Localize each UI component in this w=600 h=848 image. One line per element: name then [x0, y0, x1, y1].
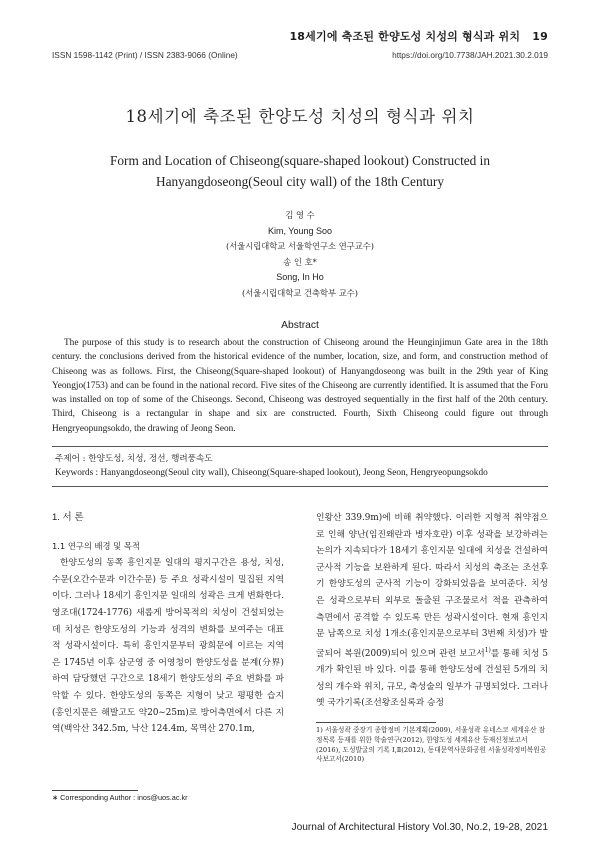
- english-title: [60, 150, 540, 192]
- author-2-affiliation: (서울시립대학교 건축학부 교수): [242, 287, 358, 298]
- publication-meta: [52, 50, 548, 64]
- page-number: 19: [532, 30, 548, 43]
- english-title-line-2: Hanyangdoseong(Seoul city wall) of the 18th Century: [155, 174, 445, 189]
- body-paragraph-right: [316, 510, 548, 712]
- corresponding-rule: [52, 790, 138, 791]
- english-title-line-1: Form and Location of Chiseong(square-shaped lookout) Constructed in: [110, 153, 490, 168]
- footnote-marker[interactable]: 1): [484, 646, 491, 654]
- issn-line: ISSN 1598-1142 (Print) / ISSN 2383-9066 (Online): [52, 50, 238, 60]
- author-2-name-en: Song, In Ho: [276, 272, 324, 282]
- author-1-name-en: Kim, Young Soo: [267, 225, 333, 236]
- running-title: [289, 28, 548, 44]
- keywords-top-rule: [52, 446, 548, 447]
- footnote-1: 1) 서울성곽 중장기 종합정비 기본계획(2009), 서울성곽 유네스코 세계유산 잠정목록 등재를 위한 학술연구(2012), 한양도성 세계유산 등재신청보고서(2016), 도성발굴의 기록 Ⅰ,Ⅱ(2012), 동대문역사문화공원 서울성곽정비복원공사보고서(2010): [316, 726, 547, 764]
- body-column-left: [52, 510, 284, 738]
- subsection-heading-background: 1.1 연구의 배경 및 목적: [52, 540, 140, 551]
- keywords-bottom-rule: [52, 486, 548, 487]
- corresponding-author: ∗ Corresponding Author : inos@uos.ac.kr: [52, 793, 188, 802]
- body-paragraph-right-part-1: 인왕산 339.9m)에 비해 취약했다. 이러한 지형적 취약점으로 인해 양난(임진왜란과 병자호란) 이후 성곽을 보강하려는 논의가 지속되다가 18세기 흥인지문 일대에 치성을 건설하여 군사적 기능을 보완하게 된다. 따라서 치성의 축조는 조선후기 한양도성의 군사적 기능이 강화되었음을 보여준다. 치성은 성곽으로부터 외부로 돌출된 구조물로서 적을 관측하여 측면에서 공격할 수 있도록 만든 성곽시설이다. 현재 흥인지문 남쪽으로 치성 1개소(흥인지문으로부터 3번째 치성)가 발굴되어 복원(2009)되어 있으며 관련 보고서: [316, 513, 548, 659]
- body-column-right: [316, 510, 548, 712]
- body-paragraph-right-part-2: 를 통해 치성 5개가 확인된 바 있다. 이를 통해 한양도성에 건설된 5개의 치성의 개수와 위치, 규모, 축성술의 일부가 규명되었다. 그러나 옛 국가기록(조선왕조실록과 승정: [316, 648, 548, 709]
- section-heading-introduction: 1. 서 론: [52, 512, 84, 523]
- author-1-affiliation: (서울시립대학교 서울학연구소 연구교수): [225, 241, 374, 251]
- korean-title: 18세기에 축조된 한양도성 치성의 형식과 위치: [125, 107, 475, 126]
- author-1-name-kr: 김 영 수: [285, 210, 315, 220]
- doi-link[interactable]: https://doi.org/10.7738/JAH.2021.30.2.019: [392, 50, 548, 60]
- keywords-english: Keywords : Hanyangdoseong(Seoul city wall), Chiseong(Square-shaped lookout), Jeong Seon, Hengryeopungsokdo: [55, 468, 488, 478]
- author-block: [0, 208, 600, 301]
- footnote-rule: [316, 722, 436, 723]
- abstract-heading: Abstract: [281, 320, 319, 331]
- keywords-korean: 주제어 : 한양도성, 치성, 정선, 행려풍속도: [55, 454, 213, 464]
- author-2-name-kr: 송 인 호*: [283, 256, 317, 267]
- body-paragraph-left: 한양도성의 동쪽 흥인지문 일대의 평지구간은 용성, 치성, 수문(오간수문과 이간수문) 등 주요 성곽시설이 밀집된 지역이다. 그러나 18세기 흥인지문 일대의 성곽은 크게 변화한다. 영조대(1724-1776) 새롭게 방어목적의 치성이 건설되었는데 치성은 한양도성의 기능과 성격의 변화를 보여주는 대표적 성곽시설이다. 특히 흥인지문부터 광희문에 이르는 지역은 1745년 이후 삼군영 중 어영청이 한양도성을 분계(分界)하여 담당했던 구간으로 18세기 한양도성의 주요 변화를 파악할 수 있다. 한양도성의 동쪽은 지형이 낮고 평평한 습지(홍인지문은 해발고도 약20∼25m)로 방어측면에서 다른 지역(백악산 342.5m, 낙산 124.4m, 목멱산 270.1m,: [52, 558, 284, 735]
- journal-footer: Journal of Architectural History Vol.30, No.2, 19-28, 2021: [291, 822, 548, 833]
- running-title-text: 18세기에 축조된 한양도성 치성의 형식과 위치: [289, 30, 521, 43]
- abstract-text: The purpose of this study is to research about the construction of Chiseong around the Heunginjimun Gate area in the 18th century. the conclusions derived from the historical evidence of the number, location, size, and form, and construction method of Chiseong was as follows. First, the Chiseong(Square-shaped lookout) of Hanyangdoseong was built in the 29th year of King Yeongjo(1753) and can be found in the national record. Five sites of the Chiseong are currently identified. It is assumed that the Foru was installed on top of some of the Chiseongs. Second, Chiseong was destroyed sequentially in the first half of the 20th century. Third, Chiseong is a rectangular in shape and six are constructed. Fourth, Sixth Chiseong could figure out through Hengryeopungsokdo, the drawing of Jeong Seon.: [52, 338, 548, 434]
